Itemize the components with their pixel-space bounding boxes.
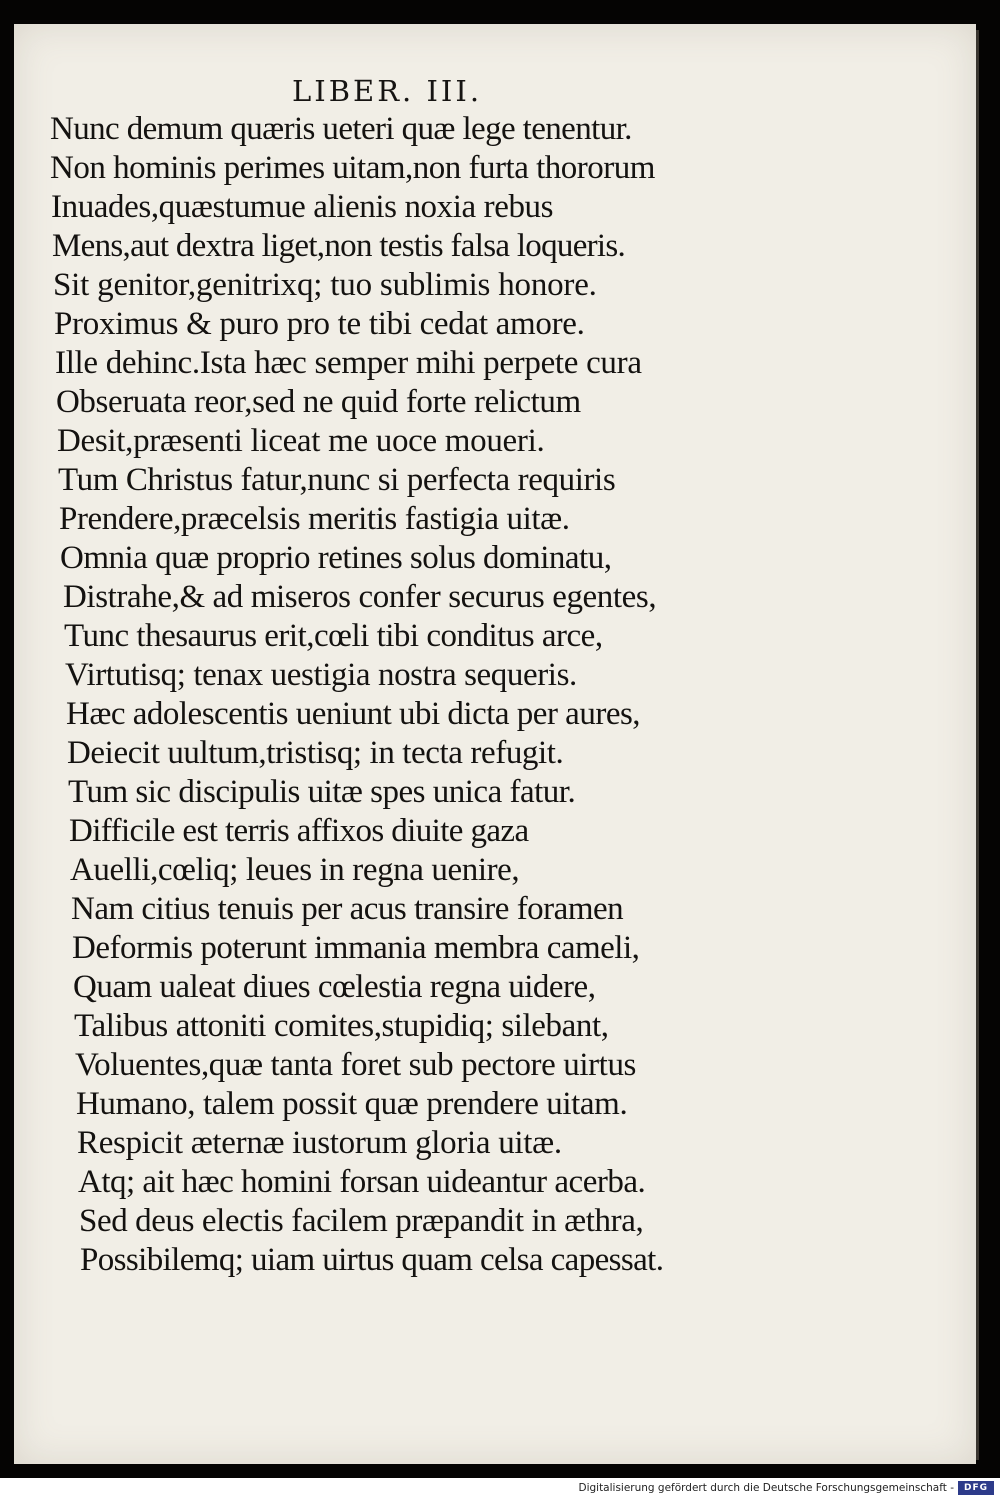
verse-line: Difficile est terris affixos diuite gaza xyxy=(69,813,529,849)
verse-line: Deformis poterunt immania membra cameli, xyxy=(72,930,640,966)
dfg-logo: DFG xyxy=(958,1481,994,1495)
funding-credit: Digitalisierung gefördert durch die Deutsche Forschungsgemeinschaft - xyxy=(578,1482,954,1494)
verse-line: Talibus attoniti comites,stupidiq; silebant, xyxy=(74,1008,609,1044)
verse-line: Prendere,præcelsis meritis fastigia uitæ. xyxy=(59,501,570,537)
verse-line: Non hominis perimes uitam,non furta thororum xyxy=(50,150,655,186)
verse-line: Tunc thesaurus erit,cœli tibi conditus arce, xyxy=(64,618,603,654)
verse-line: Atq; ait hæc homini forsan uideantur acerba. xyxy=(78,1164,646,1200)
verse-line: Inuades,quæstumue alienis noxia rebus xyxy=(51,189,554,225)
verse-line: Deiecit uultum,tristisq; in tecta refugit. xyxy=(67,735,564,771)
verse-line: Voluentes,quæ tanta foret sub pectore uirtus xyxy=(75,1047,636,1083)
verse-line: Tum Christus fatur,nunc si perfecta requiris xyxy=(58,462,616,498)
verse-line: Tum sic discipulis uitæ spes unica fatur. xyxy=(68,774,576,810)
verse-line: Distrahe,& ad miseros confer securus egentes, xyxy=(63,579,657,615)
verse-line: Virtutisq; tenax uestigia nostra sequeris. xyxy=(65,657,577,693)
page-edge xyxy=(976,30,979,1460)
verse-line: Ille dehinc.Ista hæc semper mihi perpete cura xyxy=(55,345,642,381)
verse-line: Quam ualeat diues cœlestia regna uidere, xyxy=(73,969,596,1005)
verse-line: Sit genitor,genitrixq; tuo sublimis honore. xyxy=(53,267,597,303)
verse-line: Respicit æternæ iustorum gloria uitæ. xyxy=(77,1125,562,1161)
verse-line: Auelli,cœliq; leues in regna uenire, xyxy=(70,852,520,888)
verse-line: Humano, talem possit quæ prendere uitam. xyxy=(76,1086,628,1122)
verse-line: Hæc adolescentis ueniunt ubi dicta per aures, xyxy=(66,696,641,732)
footer-bar xyxy=(0,1478,1000,1499)
verse-line: Omnia quæ proprio retines solus dominatu, xyxy=(60,540,612,576)
verse-line: Desit,præsenti liceat me uoce moueri. xyxy=(57,423,545,459)
verse-line: Nam citius tenuis per acus transire foramen xyxy=(71,891,624,927)
verse-line: Proximus & puro pro te tibi cedat amore. xyxy=(54,306,585,342)
running-head: LIBER. III. xyxy=(292,74,483,108)
verse-line: Sed deus electis facilem præpandit in æthra, xyxy=(79,1203,644,1239)
verse-line: Mens,aut dextra liget,non testis falsa loqueris. xyxy=(52,228,626,264)
verse-line: Nunc demum quæris ueteri quæ lege tenentur. xyxy=(50,111,632,147)
verse-line: Possibilemq; uiam uirtus quam celsa capessat. xyxy=(80,1242,664,1278)
verse-line: Obseruata reor,sed ne quid forte relictum xyxy=(56,384,581,420)
